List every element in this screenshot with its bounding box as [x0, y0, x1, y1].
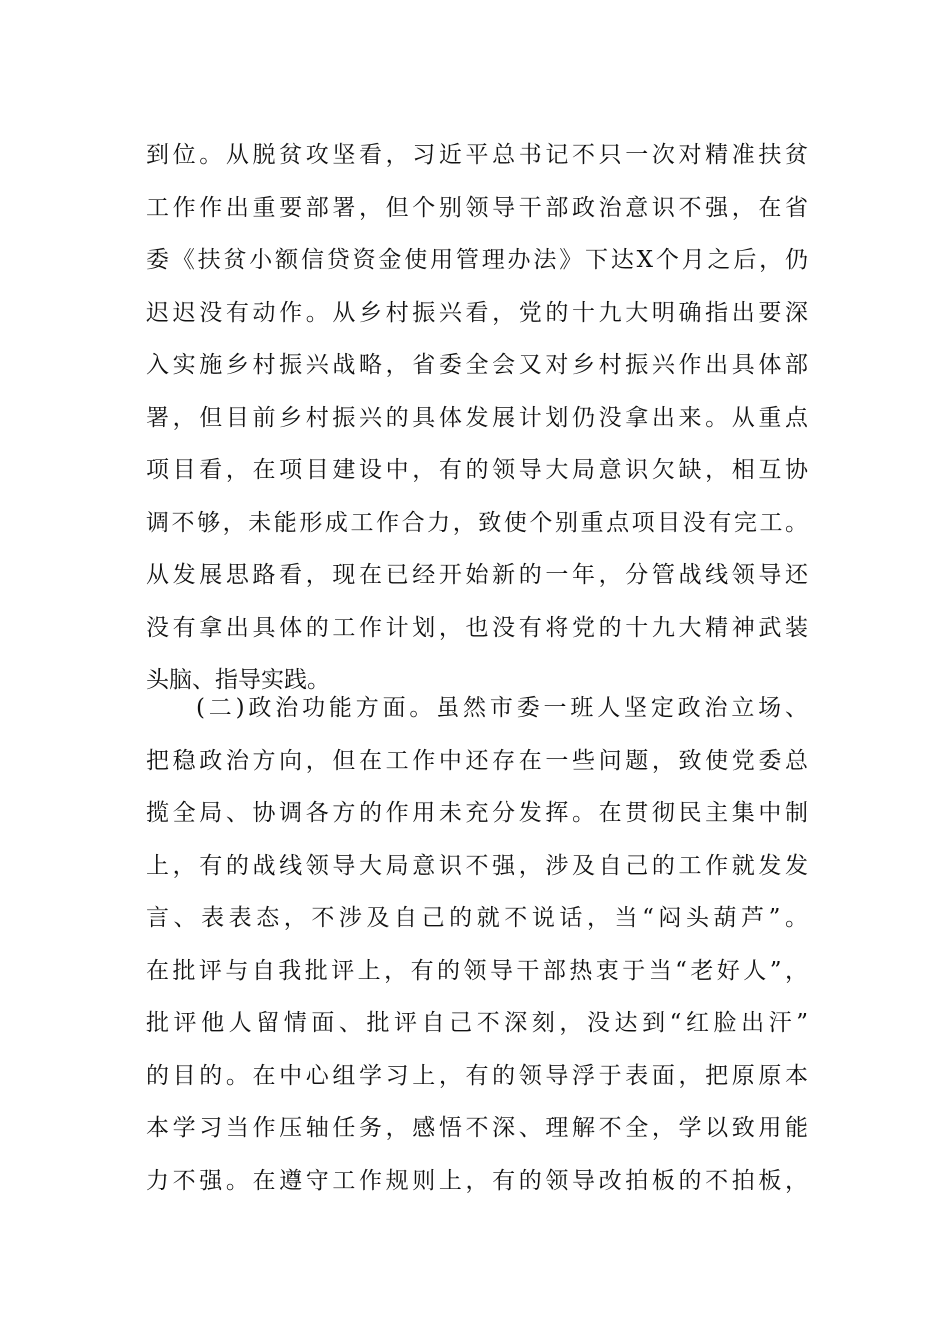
paragraph-political-function [146, 682, 808, 1207]
text-line: 从发展思路看，现在已经开始新的一年，分管战线领导还 [146, 562, 808, 588]
text-line: 入实施乡村振兴战略，省委全会又对乡村振兴作出具体部 [146, 352, 808, 378]
text-line: 没有拿出具体的工作计划，也没有将党的十九大精神武装 [146, 614, 808, 641]
text-line: 言、表表态，不涉及自己的就不说话，当“闷头葫芦”。 [146, 905, 808, 931]
text-line: 批评他人留情面、批评自己不深刻，没达到“红脸出汗” [146, 1010, 808, 1036]
text-line: 到位。从脱贫攻坚看，习近平总书记不只一次对精准扶贫 [146, 142, 808, 168]
text-line: 上，有的战线领导大局意识不强，涉及自己的工作就发发 [146, 852, 808, 879]
text-line: 迟迟没有动作。从乡村振兴看，党的十九大明确指出要深 [146, 299, 808, 326]
text-line: 头脑、指导实践。 [146, 667, 330, 693]
text-line: 在批评与自我批评上，有的领导干部热衷于当“老好人”， [146, 957, 808, 984]
text-line: 力不强。在遵守工作规则上，有的领导改拍板的不拍板， [146, 1167, 808, 1194]
text-line: 工作作出重要部署，但个别领导干部政治意识不强，在省 [146, 194, 808, 221]
text-line: 揽全局、协调各方的作用未充分发挥。在贯彻民主集中制 [146, 800, 808, 826]
text-line: 项目看，在项目建设中，有的领导大局意识欠缺，相互协 [146, 457, 808, 483]
section-heading-line: (二)政治功能方面。虽然市委一班人坚定政治立场、 [196, 695, 808, 721]
text-line: 把稳政治方向，但在工作中还存在一些问题，致使党委总 [146, 747, 808, 774]
text-line: 本学习当作压轴任务，感悟不深、理解不全，学以致用能 [146, 1115, 808, 1141]
text-line: 调不够，未能形成工作合力，致使个别重点项目没有完工。 [146, 509, 808, 536]
text-line: 的目的。在中心组学习上，有的领导浮于表面，把原原本 [146, 1062, 808, 1089]
paragraph-poverty-rural-projects [146, 129, 808, 707]
text-line: 署，但目前乡村振兴的具体发展计划仍没拿出来。从重点 [146, 404, 808, 431]
text-line: 委《扶贫小额信贷资金使用管理办法》下达X个月之后，仍 [146, 247, 808, 273]
